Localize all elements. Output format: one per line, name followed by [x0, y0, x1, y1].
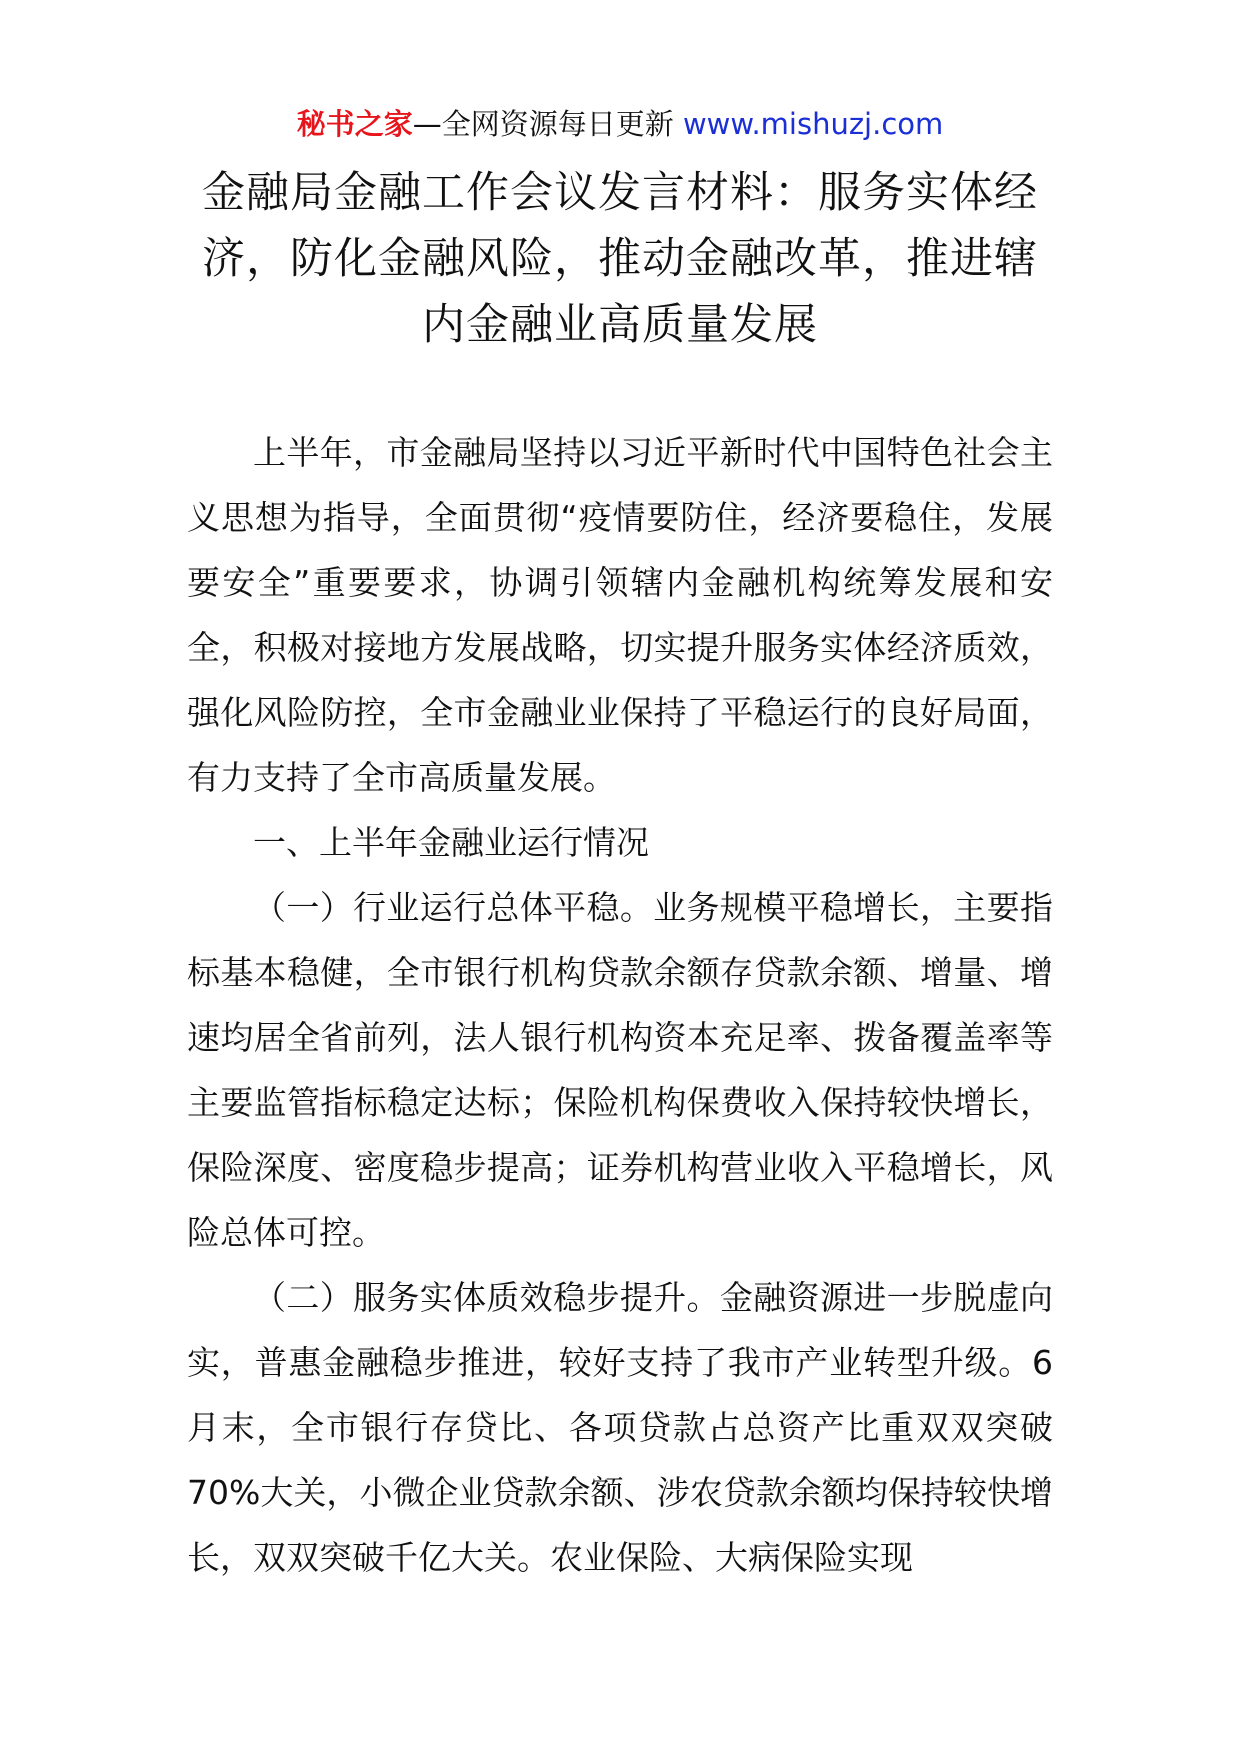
site-url[interactable]: www.mishuzj.com	[682, 107, 944, 141]
header-tagline: —全网资源每日更新	[412, 107, 674, 141]
paragraph-industry-operation: （一）行业运行总体平稳。业务规模平稳增长，主要指标基本稳健，全市银行机构贷款余额存贷款余额、增量、增速均居全省前列，法人银行机构资本充足率、拨备覆盖率等主要监管指标稳定达标；保险机构保费收入保持较快增长，保险深度、密度稳步提高；证券机构营业收入平稳增长，风险总体可控。	[187, 888, 1053, 1252]
document-body	[187, 420, 1053, 1590]
site-header	[0, 104, 1240, 144]
section-heading: 一、上半年金融业运行情况	[253, 823, 649, 862]
document-title: 金融局金融工作会议发言材料：服务实体经济，防化金融风险，推动金融改革，推进辖内金融业高质量发展	[202, 168, 1038, 350]
paragraph-service-efficiency: （二）服务实体质效稳步提升。金融资源进一步脱虚向实，普惠金融稳步推进，较好支持了我市产业转型升级。6月末，全市银行存贷比、各项贷款占总资产比重双双突破70%大关，小微企业贷款余额、涉农贷款余额均保持较快增长，双双突破千亿大关。农业保险、大病保险实现	[187, 1278, 1053, 1577]
brand-name: 秘书之家	[296, 107, 413, 141]
paragraph-intro: 上半年，市金融局坚持以习近平新时代中国特色社会主义思想为指导，全面贯彻“疫情要防住，经济要稳住，发展要安全”重要要求，协调引领辖内金融机构统筹发展和安全，积极对接地方发展战略，切实提升服务实体经济质效，强化风险防控，全市金融业业保持了平稳运行的良好局面，有力支持了全市高质量发展。	[187, 433, 1053, 797]
